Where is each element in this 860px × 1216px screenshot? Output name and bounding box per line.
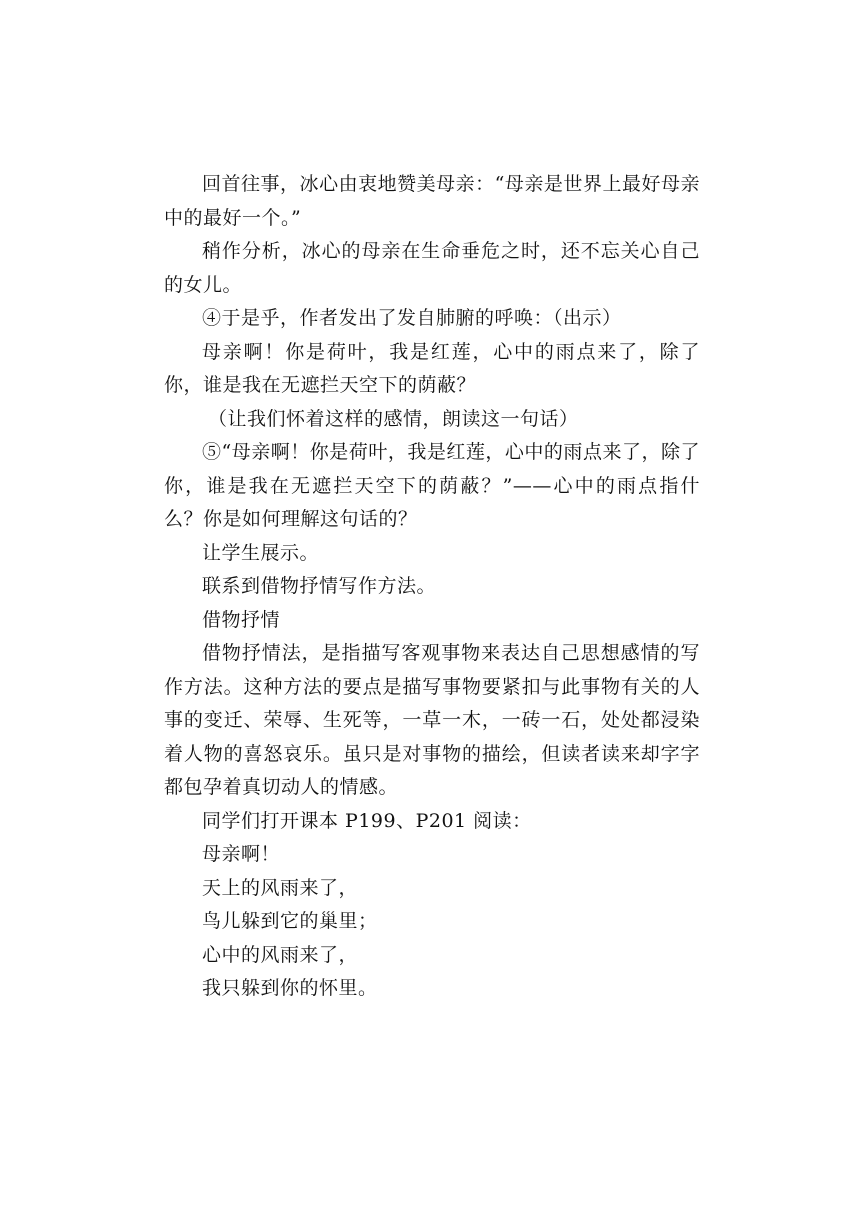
paragraph-open-textbook: 同学们打开课本 P199、P201 阅读： <box>202 809 532 832</box>
paragraph-analysis: 稍作分析，冰心的母亲在生命垂危之时，还不忘关心自己的女儿。 <box>164 240 700 296</box>
paragraph-step-4: ④于是乎，作者发出了发自肺腑的呼唤：（出示） <box>202 307 622 329</box>
poem-line-3: 鸟儿躲到它的巢里； <box>202 910 378 932</box>
poem-line-5: 我只躲到你的怀里。 <box>202 977 378 999</box>
paragraph-heading-jiewu: 借物抒情 <box>202 608 281 631</box>
paragraph-praise-mother: 回首往事，冰心由衷地赞美母亲：“母亲是世界上最好母亲中的最好一个。” <box>164 173 700 229</box>
paragraph-writing-method: 联系到借物抒情写作方法。 <box>202 575 437 597</box>
poem-line-4: 心中的风雨来了， <box>202 943 359 966</box>
poem-line-2: 天上的风雨来了， <box>202 876 359 899</box>
paragraph-student-show: 让学生展示。 <box>202 541 320 564</box>
document-body <box>164 168 700 1006</box>
paragraph-read-aloud: （让我们怀着这样的感情，朗读这一句话） <box>208 407 579 430</box>
paragraph-quote-lotus: 母亲啊！你是荷叶，我是红莲，心中的雨点来了，除了你，谁是我在无遮拦天空下的荫蔽？ <box>164 340 700 396</box>
poem-line-1: 母亲啊！ <box>202 843 281 865</box>
paragraph-step-5: ⑤“母亲啊！你是荷叶，我是红莲，心中的雨点来了，除了你，谁是我在无遮拦天空下的荫蔽？”——心中的雨点指什么？你是如何理解这句话的？ <box>164 441 700 530</box>
paragraph-jiewu-definition: 借物抒情法，是指描写客观事物来表达自己思想感情的写作方法。这种方法的要点是描写事物要紧扣与此事物有关的人事的变迁、荣辱、生死等，一草一木，一砖一石，处处都浸染着人物的喜怒哀乐。虽只是对事物的描绘，但读者读来却字字都包孕着真切动人的情感。 <box>164 642 700 798</box>
